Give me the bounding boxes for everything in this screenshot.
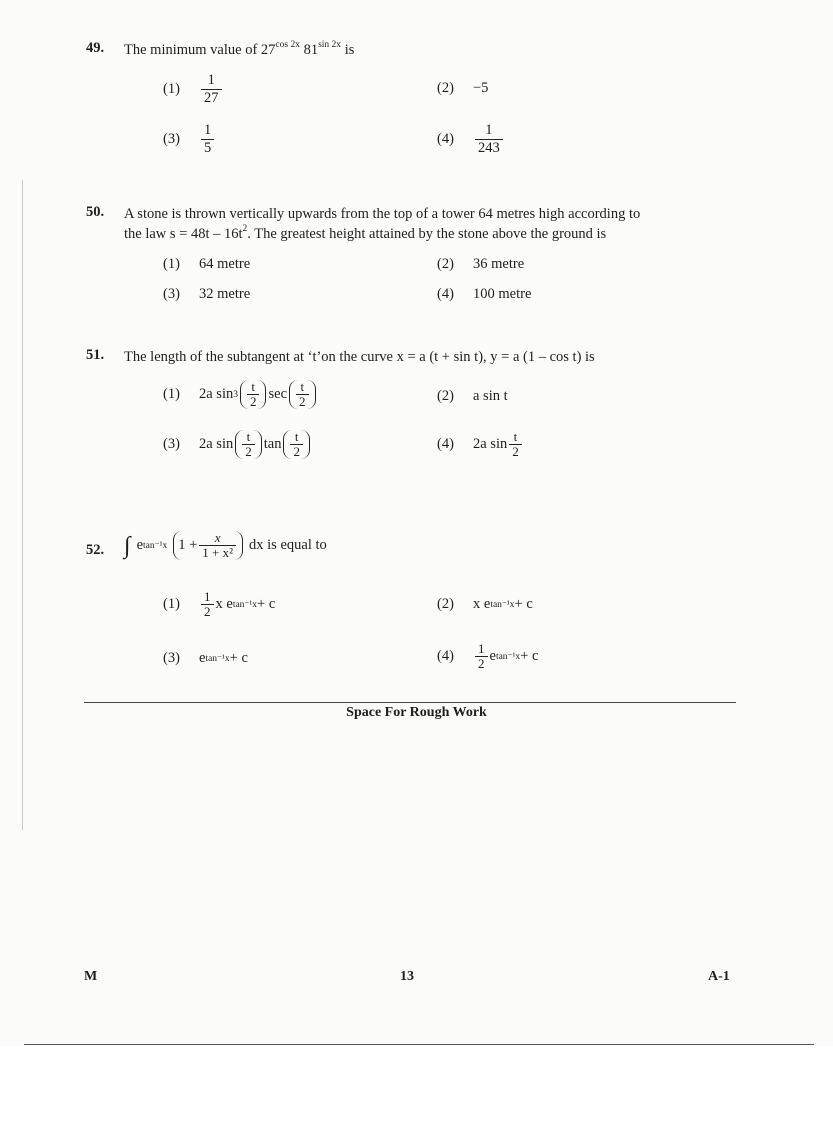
question-number: 52. <box>86 542 105 558</box>
option-4[interactable]: (4) 2a sin $\frac{t}{2}$ <box>437 430 524 459</box>
option-2[interactable]: (2) −5 <box>437 80 489 96</box>
rough-work-divider <box>84 702 736 703</box>
option-3[interactable]: (3) $\frac{1}{5}$ <box>163 122 216 157</box>
option-1[interactable]: (1) $\frac{1}{2}$ x e tan⁻¹x + c <box>163 589 276 619</box>
option-3[interactable]: (3) 32 metre <box>163 286 251 302</box>
page-number: 13 <box>400 969 414 984</box>
scan-bottom-edge <box>24 1044 814 1045</box>
option-4[interactable]: (4) 100 metre <box>437 286 532 302</box>
question-stem: The length of the subtangent at ‘t’on the curve x = a (t + sin t), y = a (1 – cos t) is <box>124 349 595 365</box>
question-stem: The minimum value of $27^{cos 2x}$ $81^{sin 2x}$ is <box>124 40 355 58</box>
question-number: 49. <box>86 40 105 56</box>
option-1[interactable]: (1) 2a sin 3 $\frac{t}{2}$ sec $\frac{t}{2}$ <box>163 380 318 409</box>
footer-code: A-1 <box>708 969 730 984</box>
question-number: 50. <box>86 204 105 220</box>
option-4[interactable]: (4) $\frac{1}{243}$ <box>437 122 505 157</box>
question-number: 51. <box>86 347 105 363</box>
rough-work-heading: Space For Rough Work <box>346 705 487 720</box>
option-3[interactable]: (3) 2a sin $\frac{t}{2}$ tan $\frac{t}{2}$ <box>163 430 312 459</box>
option-2[interactable]: (2) 36 metre <box>437 256 525 272</box>
question-stem: A stone is thrown vertically upwards from the top of a tower 64 metres high according to the law $s = 48t - 16t^2$. The greatest height attained by the stone above the ground is <box>124 206 641 242</box>
option-1[interactable]: (1) $\frac{1}{27}$ <box>163 72 224 107</box>
option-4[interactable]: (4) $\frac{1}{2}$ e tan⁻¹x + c <box>437 641 539 671</box>
integral-sign: ∫ <box>124 532 131 559</box>
footer-left: M <box>84 969 98 984</box>
question-stem: ∫ e tan⁻¹x 1 + $\frac{x}{\text{1 + x²}}$ dx is equal to <box>124 530 327 560</box>
option-2[interactable]: (2) x e tan⁻¹x + c <box>437 596 533 612</box>
option-1[interactable]: (1) 64 metre <box>163 256 251 272</box>
page-edge-line <box>22 180 23 830</box>
option-3[interactable]: (3) e tan⁻¹x + c <box>163 650 248 666</box>
option-2[interactable]: (2) a sin t <box>437 388 508 404</box>
